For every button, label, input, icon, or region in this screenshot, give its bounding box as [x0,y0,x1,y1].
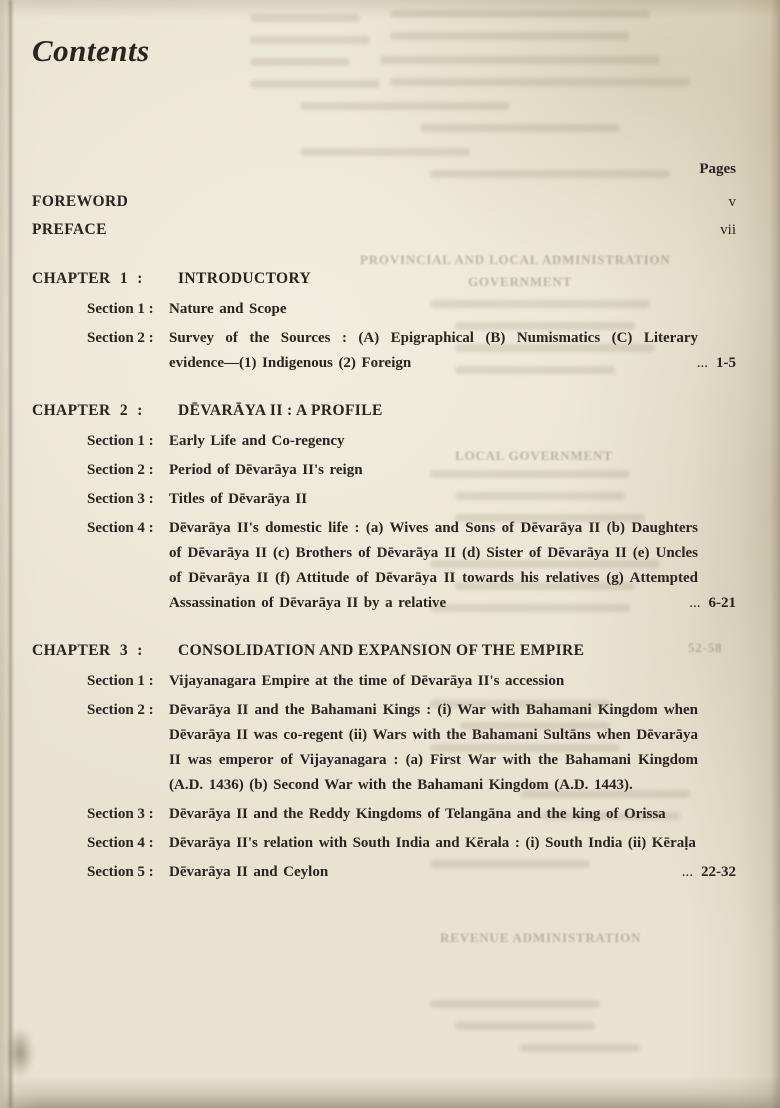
section-list [32,429,736,616]
section-row [87,831,736,856]
bleed-through-streak [430,1000,600,1008]
front-matter-label: PREFACE [32,221,107,238]
bleed-through-text: REVENUE ADMINISTRATION [440,930,642,945]
section-text-body: Dēvarāya II's domestic life : (a) Wives and Sons of Dēvarāya II (b) Daughters of Dēvarāya II (c) Brothers of Dēvarāya II (d) Sister of Dēvarāya II (e) Uncles of Dēvarāya II (f) Attitude of Dēvarāya II towards his relatives (g) Attempted Assassination of Dēvarāya II by a relative [169,520,698,611]
page-range: 1-5 [716,355,736,371]
section-row [87,669,736,694]
section-text [169,487,698,512]
chapter-title: CONSOLIDATION AND EXPANSION OF THE EMPIRE [178,642,585,659]
section-text [169,516,736,616]
bleed-through-text: PROVINCIAL AND LOCAL ADMINISTRATION [360,252,671,267]
section-page-number [682,860,736,885]
table-of-contents [32,0,736,889]
section-text [169,860,736,885]
section-text [169,831,698,856]
section-text [169,297,698,322]
front-matter [32,188,736,244]
chapter-heading [32,638,736,663]
section-text-body: Dēvarāya II and the Bahamani Kings : (i) War with Bahamani Kingdom when Dēvarāya II was co-regent (ii) Wars with the Bahamani Sultāns when Dēvarāya II was emperor of Vijayanagara : (a) First War with the Bahamani Kingdom (A.D. 1436) (b) Second War with the Bahamani Kingdom (A.D. 1443). [169,702,698,793]
chapter-list [32,266,736,885]
page-range: 6-21 [708,595,736,611]
section-list [32,669,736,885]
section-label: Section 5 : [87,864,154,880]
section-row [87,487,736,512]
page-range: 22-32 [701,864,736,880]
chapter [32,638,736,885]
bleed-through-text: GOVERNMENT [468,274,573,289]
chapter [32,398,736,616]
section-row [87,698,736,798]
section-page-number [689,591,736,616]
leader-dots: ... [689,595,701,611]
section-text-body: Titles of Dēvarāya II [169,491,308,507]
chapter-heading [32,266,736,291]
section-row [87,860,736,885]
section-label: Section 1 : [87,301,154,317]
section-row [87,516,736,616]
section-label: Section 1 : [87,673,154,689]
section-text-body: Early Life and Co-regency [169,433,345,449]
chapter-label: CHAPTER 3 : [32,642,143,659]
page-number: vii [720,222,736,238]
section-text [169,669,698,694]
section-text [169,458,698,483]
section-text-body: Nature and Scope [169,301,287,317]
bleed-through-text: 52-58 [688,640,723,655]
chapter-heading [32,398,736,423]
section-text [169,698,698,798]
section-page-number [697,351,736,376]
section-text-body: Dēvarāya II's relation with South India and Kērala : (i) South India (ii) Kēraḷa [169,835,696,851]
chapter [32,266,736,376]
section-label: Section 4 : [87,520,154,536]
section-label: Section 1 : [87,433,154,449]
section-text-body: Vijayanagara Empire at the time of Dēvarāya II's accession [169,673,565,689]
section-label: Section 2 : [87,330,154,346]
section-row [87,802,736,827]
bleed-through-streak [455,1022,595,1030]
section-list [32,297,736,376]
section-label: Section 3 : [87,806,154,822]
section-text [169,802,698,827]
page-number: v [728,194,736,210]
bleed-through-streak [520,1044,640,1052]
chapter-title: INTRODUCTORY [178,270,312,287]
page-title: Contents [32,33,150,68]
bleed-through-text: LOCAL GOVERNMENT [455,448,613,463]
front-matter-row [32,216,736,244]
section-text-body: Survey of the Sources : (A) Epigraphical (B) Numismatics (C) Literary evidence—(1) Indigenous (2) Foreign [169,330,698,371]
front-matter-row [32,188,736,216]
section-text [169,326,736,376]
section-row [87,429,736,454]
front-matter-label: FOREWORD [32,193,129,210]
chapter-title: DĒVARĀYA II : A PROFILE [178,402,383,419]
leader-dots: ... [696,355,708,371]
section-label: Section 2 : [87,462,154,478]
section-text-body: Dēvarāya II and Ceylon [169,864,329,880]
section-label: Section 2 : [87,702,154,718]
section-label: Section 3 : [87,491,154,507]
section-text [169,429,698,454]
chapter-label: CHAPTER 2 : [32,402,143,419]
section-text-body: Period of Dēvarāya II's reign [169,462,363,478]
section-row [87,458,736,483]
pages-column-label: Pages [699,161,736,177]
chapter-label: CHAPTER 1 : [32,270,143,287]
leader-dots: ... [681,864,693,880]
section-row [87,297,736,322]
section-row [87,326,736,376]
section-text-body: Dēvarāya II and the Reddy Kingdoms of Telangāna and the king of Orissa [169,806,666,822]
section-label: Section 4 : [87,835,154,851]
